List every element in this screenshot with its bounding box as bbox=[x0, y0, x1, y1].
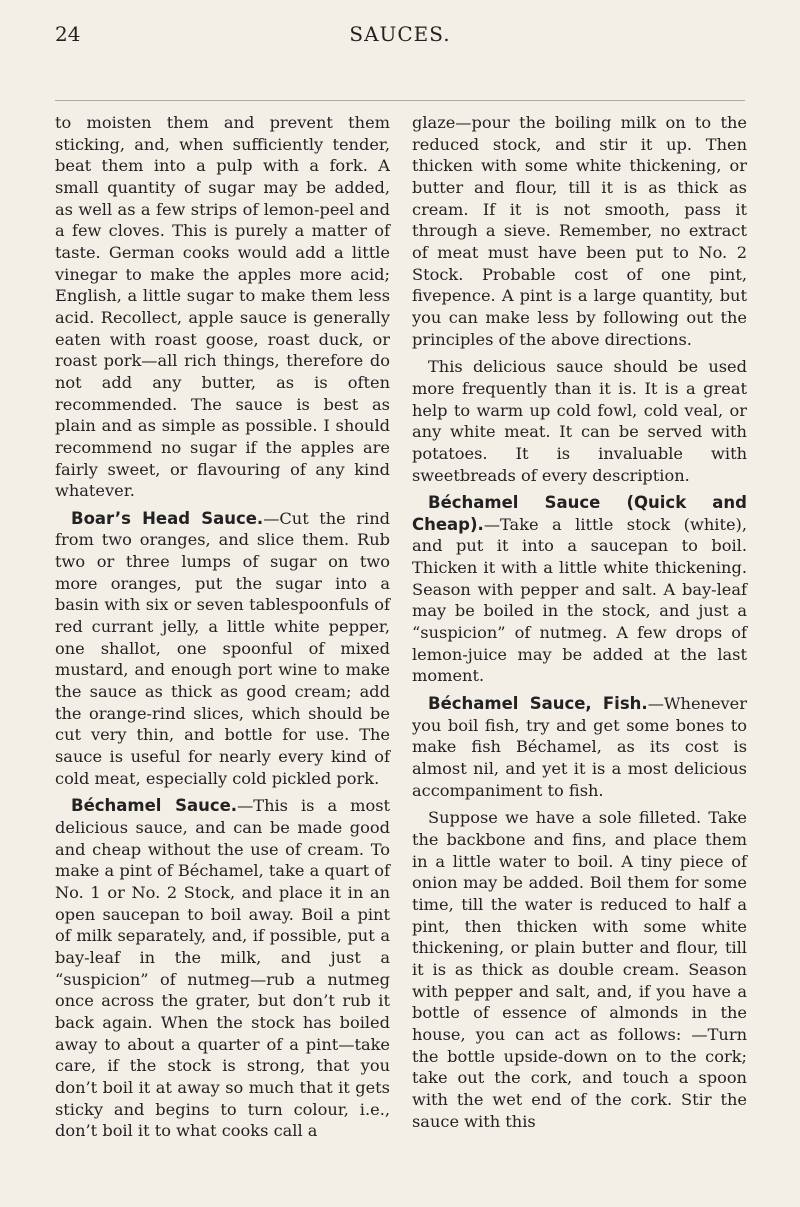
bechamel-sauce-entry bbox=[55, 795, 390, 1142]
apple-sauce-continuation: to moisten them and prevent them sticking, and, when sufficiently tender, beat them into a pulp with a fork. A small quantity of sugar may be added, as well as a few strips of lemon-peel and a few cloves. This is purely a matter of taste. German cooks would add a little vinegar to make the apples more acid; English, a little sugar to make them less acid. Recollect, apple sauce is generally eaten with roast goose, roast duck, or roast pork—all rich things, therefore do not add any butter, as is often recommended. The sauce is best as plain and as simple as possible. I should recommend no sugar if the apples are fairly sweet, or flavouring of any kind whatever. bbox=[55, 113, 390, 501]
bechamel-usage-paragraph: This delicious sauce should be used more frequently than it is. It is a great help to warm up cold fowl, cold veal, or any white meat. It can be served with potatoes. It is invaluable with sweetbreads of every description. bbox=[412, 357, 747, 485]
bechamel-quick-heading: Béchamel Sauce (Quick and Cheap). bbox=[412, 493, 747, 534]
right-column bbox=[412, 112, 747, 1138]
header-rule bbox=[55, 100, 745, 101]
bechamel-continuation: glaze—pour the boiling milk on to the reduced stock, and stir it up. Then thicken with some white thickening, or butter and flour, till it is as thick as cream. If it is not smooth, pass it through a sieve. Remember, no extract of meat must have been put to No. 2 Stock. Probable cost of one pint, fivepence. A pint is a large quantity, but you can make less by following out the principles of the above directions. bbox=[412, 113, 747, 349]
boar-head-sauce-heading: Boar’s Head Sauce. bbox=[71, 508, 264, 528]
sole-fillet-paragraph: Suppose we have a sole filleted. Take the backbone and fins, and place them in a little water to boil. A tiny piece of onion may be added. Boil them for some time, till the water is reduced to half a pint, then thicken with some white thickening, or plain butter and flour, till it is as thick as double cream. Season with pepper and salt, and, if you have a bottle of essence of almonds in the house, you can act as follows: —Turn the bottle upside-down on to the cork; take out the cork, and touch a spoon with the wet end of the cork. Stir the sauce with this bbox=[412, 808, 747, 1131]
bechamel-fish-entry bbox=[412, 693, 747, 801]
page-header bbox=[55, 22, 745, 62]
page-number: 24 bbox=[55, 22, 81, 46]
bechamel-sauce-text: —This is a most delicious sauce, and can be made good and cheap without the use of cream. To make a pint of Béchamel, take a quart of No. 1 or No. 2 Stock, and place it in an open saucepan to boil away. Boil a pint of milk separately, and, if possible, put a bay-leaf in the milk, and just a “suspicion” of nutmeg—rub a nutmeg once across the grater, but don’t rub it back again. When the stock has boiled away to about a quarter of a pint—take care, if the stock is strong, that you don’t boil it at away so much that it gets sticky and begins to turn colour, i.e., don’t boil it to what cooks call a bbox=[55, 796, 391, 1141]
boar-head-sauce-text: —Cut the rind from two oranges, and slice them. Rub two or three lumps of sugar on two more oranges, put the sugar into a basin with six or seven tablespoonfuls of red currant jelly, a little white pepper, one shallot, one spoonful of mixed mustard, and enough port wine to make the sauce as thick as good cream; add the orange-rind slices, which should be cut very thin, and bottle for use. The sauce is useful for nearly every kind of cold meat, especially cold pickled pork. bbox=[55, 508, 390, 788]
bechamel-quick-entry bbox=[412, 492, 747, 687]
left-column bbox=[55, 112, 390, 1148]
bechamel-fish-text: —Whenever you boil fish, try and get some bones to make fish Béchamel, as its cost is almost nil, and yet it is a most delicious accompaniment to fish. bbox=[412, 694, 747, 800]
running-title: SAUCES. bbox=[349, 22, 451, 46]
boar-head-sauce-entry bbox=[55, 508, 390, 790]
bechamel-quick-text: —Take a little stock (white), and put it into a saucepan to boil. Thicken it with a little white thickening. Season with pepper and salt. A bay-leaf may be boiled in the stock, and just a “suspicion” of nutmeg. A few drops of lemon-juice may be added at the last moment. bbox=[412, 514, 747, 686]
bechamel-fish-heading: Béchamel Sauce, Fish. bbox=[428, 694, 648, 714]
bechamel-sauce-heading: Béchamel Sauce. bbox=[71, 796, 238, 816]
